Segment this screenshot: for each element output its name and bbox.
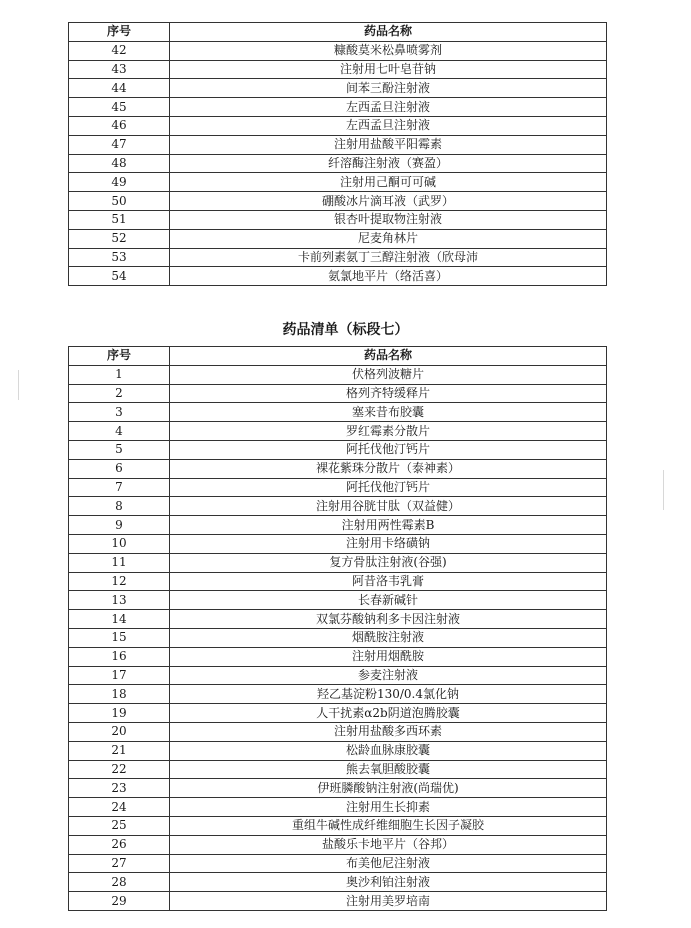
column-header-serial-no: 序号 — [69, 347, 170, 366]
table-row — [69, 403, 607, 422]
table-row — [69, 154, 607, 173]
serial-no-cell: 51 — [69, 210, 170, 229]
table-row — [69, 248, 607, 267]
serial-no-cell: 15 — [69, 628, 170, 647]
drug-name-cell: 伊班膦酸钠注射液(尚瑞优) — [170, 779, 607, 798]
scan-artifact-line — [663, 470, 664, 510]
serial-no-cell: 4 — [69, 422, 170, 441]
serial-no-cell: 18 — [69, 685, 170, 704]
drug-name-cell: 裸花紫珠分散片（泰神素） — [170, 459, 607, 478]
serial-no-cell: 22 — [69, 760, 170, 779]
table-row — [69, 835, 607, 854]
table-row — [69, 135, 607, 154]
drug-name-cell: 左西孟旦注射液 — [170, 116, 607, 135]
column-header-serial-no: 序号 — [69, 23, 170, 42]
table-row — [69, 685, 607, 704]
serial-no-cell: 12 — [69, 572, 170, 591]
column-header-drug-name: 药品名称 — [170, 23, 607, 42]
serial-no-cell: 52 — [69, 229, 170, 248]
serial-no-cell: 10 — [69, 534, 170, 553]
drug-name-cell: 双氯芬酸钠利多卡因注射液 — [170, 610, 607, 629]
drug-name-cell: 盐酸乐卡地平片（谷邦） — [170, 835, 607, 854]
serial-no-cell: 46 — [69, 116, 170, 135]
serial-no-cell: 50 — [69, 192, 170, 211]
table-row — [69, 210, 607, 229]
drug-name-cell: 阿托伐他汀钙片 — [170, 478, 607, 497]
serial-no-cell: 45 — [69, 98, 170, 117]
table-row — [69, 760, 607, 779]
serial-no-cell: 28 — [69, 873, 170, 892]
table-row — [69, 628, 607, 647]
drug-name-cell: 注射用盐酸多西环素 — [170, 722, 607, 741]
drug-name-cell: 重组牛碱性成纤维细胞生长因子凝胶 — [170, 816, 607, 835]
drug-name-cell: 松龄血脉康胶囊 — [170, 741, 607, 760]
table-row — [69, 666, 607, 685]
serial-no-cell: 44 — [69, 79, 170, 98]
serial-no-cell: 5 — [69, 440, 170, 459]
drug-name-cell: 卡前列素氨丁三醇注射液（欣母沛 — [170, 248, 607, 267]
drug-name-cell: 罗红霉素分散片 — [170, 422, 607, 441]
serial-no-cell: 13 — [69, 591, 170, 610]
table-row — [69, 516, 607, 535]
drug-name-cell: 复方骨肽注射液(谷强) — [170, 553, 607, 572]
drug-name-cell: 纤溶酶注射液（赛盈） — [170, 154, 607, 173]
drug-name-cell: 硼酸冰片滴耳液（武罗） — [170, 192, 607, 211]
drug-name-cell: 伏格列波糖片 — [170, 365, 607, 384]
serial-no-cell: 23 — [69, 779, 170, 798]
table-row — [69, 267, 607, 286]
table-row — [69, 722, 607, 741]
drug-name-cell: 注射用己酮可可碱 — [170, 173, 607, 192]
table-row — [69, 704, 607, 723]
drug-name-cell: 格列齐特缓释片 — [170, 384, 607, 403]
table-row — [69, 610, 607, 629]
serial-no-cell: 1 — [69, 365, 170, 384]
drug-name-cell: 奥沙利铂注射液 — [170, 873, 607, 892]
serial-no-cell: 6 — [69, 459, 170, 478]
drug-name-cell: 塞来昔布胶囊 — [170, 403, 607, 422]
scan-artifact-line — [18, 370, 19, 400]
serial-no-cell: 49 — [69, 173, 170, 192]
serial-no-cell: 9 — [69, 516, 170, 535]
table-row — [69, 192, 607, 211]
serial-no-cell: 47 — [69, 135, 170, 154]
table-row — [69, 384, 607, 403]
drug-name-cell: 熊去氧胆酸胶囊 — [170, 760, 607, 779]
drug-name-cell: 参麦注射液 — [170, 666, 607, 685]
serial-no-cell: 3 — [69, 403, 170, 422]
drug-name-cell: 间苯三酚注射液 — [170, 79, 607, 98]
serial-no-cell: 7 — [69, 478, 170, 497]
serial-no-cell: 14 — [69, 610, 170, 629]
drug-name-cell: 注射用生长抑素 — [170, 798, 607, 817]
drug-list-table-lot-7 — [68, 346, 607, 911]
drug-name-cell: 注射用七叶皂苷钠 — [170, 60, 607, 79]
drug-name-cell: 左西孟旦注射液 — [170, 98, 607, 117]
serial-no-cell: 25 — [69, 816, 170, 835]
serial-no-cell: 20 — [69, 722, 170, 741]
table-row — [69, 553, 607, 572]
serial-no-cell: 21 — [69, 741, 170, 760]
drug-name-cell: 糠酸莫米松鼻喷雾剂 — [170, 41, 607, 60]
drug-name-cell: 人干扰素α2b阴道泡腾胶囊 — [170, 704, 607, 723]
serial-no-cell: 8 — [69, 497, 170, 516]
table-row — [69, 60, 607, 79]
drug-name-cell: 氨氯地平片（络活喜） — [170, 267, 607, 286]
column-header-drug-name: 药品名称 — [170, 347, 607, 366]
drug-list-table-continued — [68, 22, 607, 286]
table-row — [69, 591, 607, 610]
section-title-lot-7: 药品清单（标段七） — [282, 322, 409, 338]
table-row — [69, 459, 607, 478]
serial-no-cell: 53 — [69, 248, 170, 267]
table-row — [69, 534, 607, 553]
serial-no-cell: 43 — [69, 60, 170, 79]
drug-name-cell: 烟酰胺注射液 — [170, 628, 607, 647]
serial-no-cell: 29 — [69, 892, 170, 911]
table-row — [69, 116, 607, 135]
drug-name-cell: 注射用卡络磺钠 — [170, 534, 607, 553]
table-row — [69, 41, 607, 60]
table-row — [69, 741, 607, 760]
table-row — [69, 422, 607, 441]
table-row — [69, 365, 607, 384]
serial-no-cell: 24 — [69, 798, 170, 817]
table-row — [69, 478, 607, 497]
drug-name-cell: 布美他尼注射液 — [170, 854, 607, 873]
serial-no-cell: 27 — [69, 854, 170, 873]
serial-no-cell: 19 — [69, 704, 170, 723]
serial-no-cell: 11 — [69, 553, 170, 572]
serial-no-cell: 17 — [69, 666, 170, 685]
table-row — [69, 892, 607, 911]
drug-name-cell: 注射用盐酸平阳霉素 — [170, 135, 607, 154]
table-row — [69, 497, 607, 516]
drug-name-cell: 注射用美罗培南 — [170, 892, 607, 911]
serial-no-cell: 42 — [69, 41, 170, 60]
table-row — [69, 647, 607, 666]
serial-no-cell: 16 — [69, 647, 170, 666]
drug-name-cell: 银杏叶提取物注射液 — [170, 210, 607, 229]
drug-name-cell: 注射用谷胱甘肽（双益健） — [170, 497, 607, 516]
serial-no-cell: 2 — [69, 384, 170, 403]
table-row — [69, 572, 607, 591]
table-row — [69, 229, 607, 248]
serial-no-cell: 26 — [69, 835, 170, 854]
drug-name-cell: 尼麦角林片 — [170, 229, 607, 248]
drug-name-cell: 长春新碱针 — [170, 591, 607, 610]
drug-name-cell: 注射用烟酰胺 — [170, 647, 607, 666]
table-row — [69, 873, 607, 892]
drug-name-cell: 羟乙基淀粉130/0.4氯化钠 — [170, 685, 607, 704]
serial-no-cell: 54 — [69, 267, 170, 286]
table-row — [69, 98, 607, 117]
table-header-row — [69, 347, 607, 366]
drug-name-cell: 阿托伐他汀钙片 — [170, 440, 607, 459]
table-row — [69, 173, 607, 192]
drug-name-cell: 阿昔洛韦乳膏 — [170, 572, 607, 591]
table-row — [69, 79, 607, 98]
drug-name-cell: 注射用两性霉素B — [170, 516, 607, 535]
table-row — [69, 798, 607, 817]
table-row — [69, 816, 607, 835]
table-row — [69, 779, 607, 798]
serial-no-cell: 48 — [69, 154, 170, 173]
table-row — [69, 854, 607, 873]
table-header-row — [69, 23, 607, 42]
table-row — [69, 440, 607, 459]
